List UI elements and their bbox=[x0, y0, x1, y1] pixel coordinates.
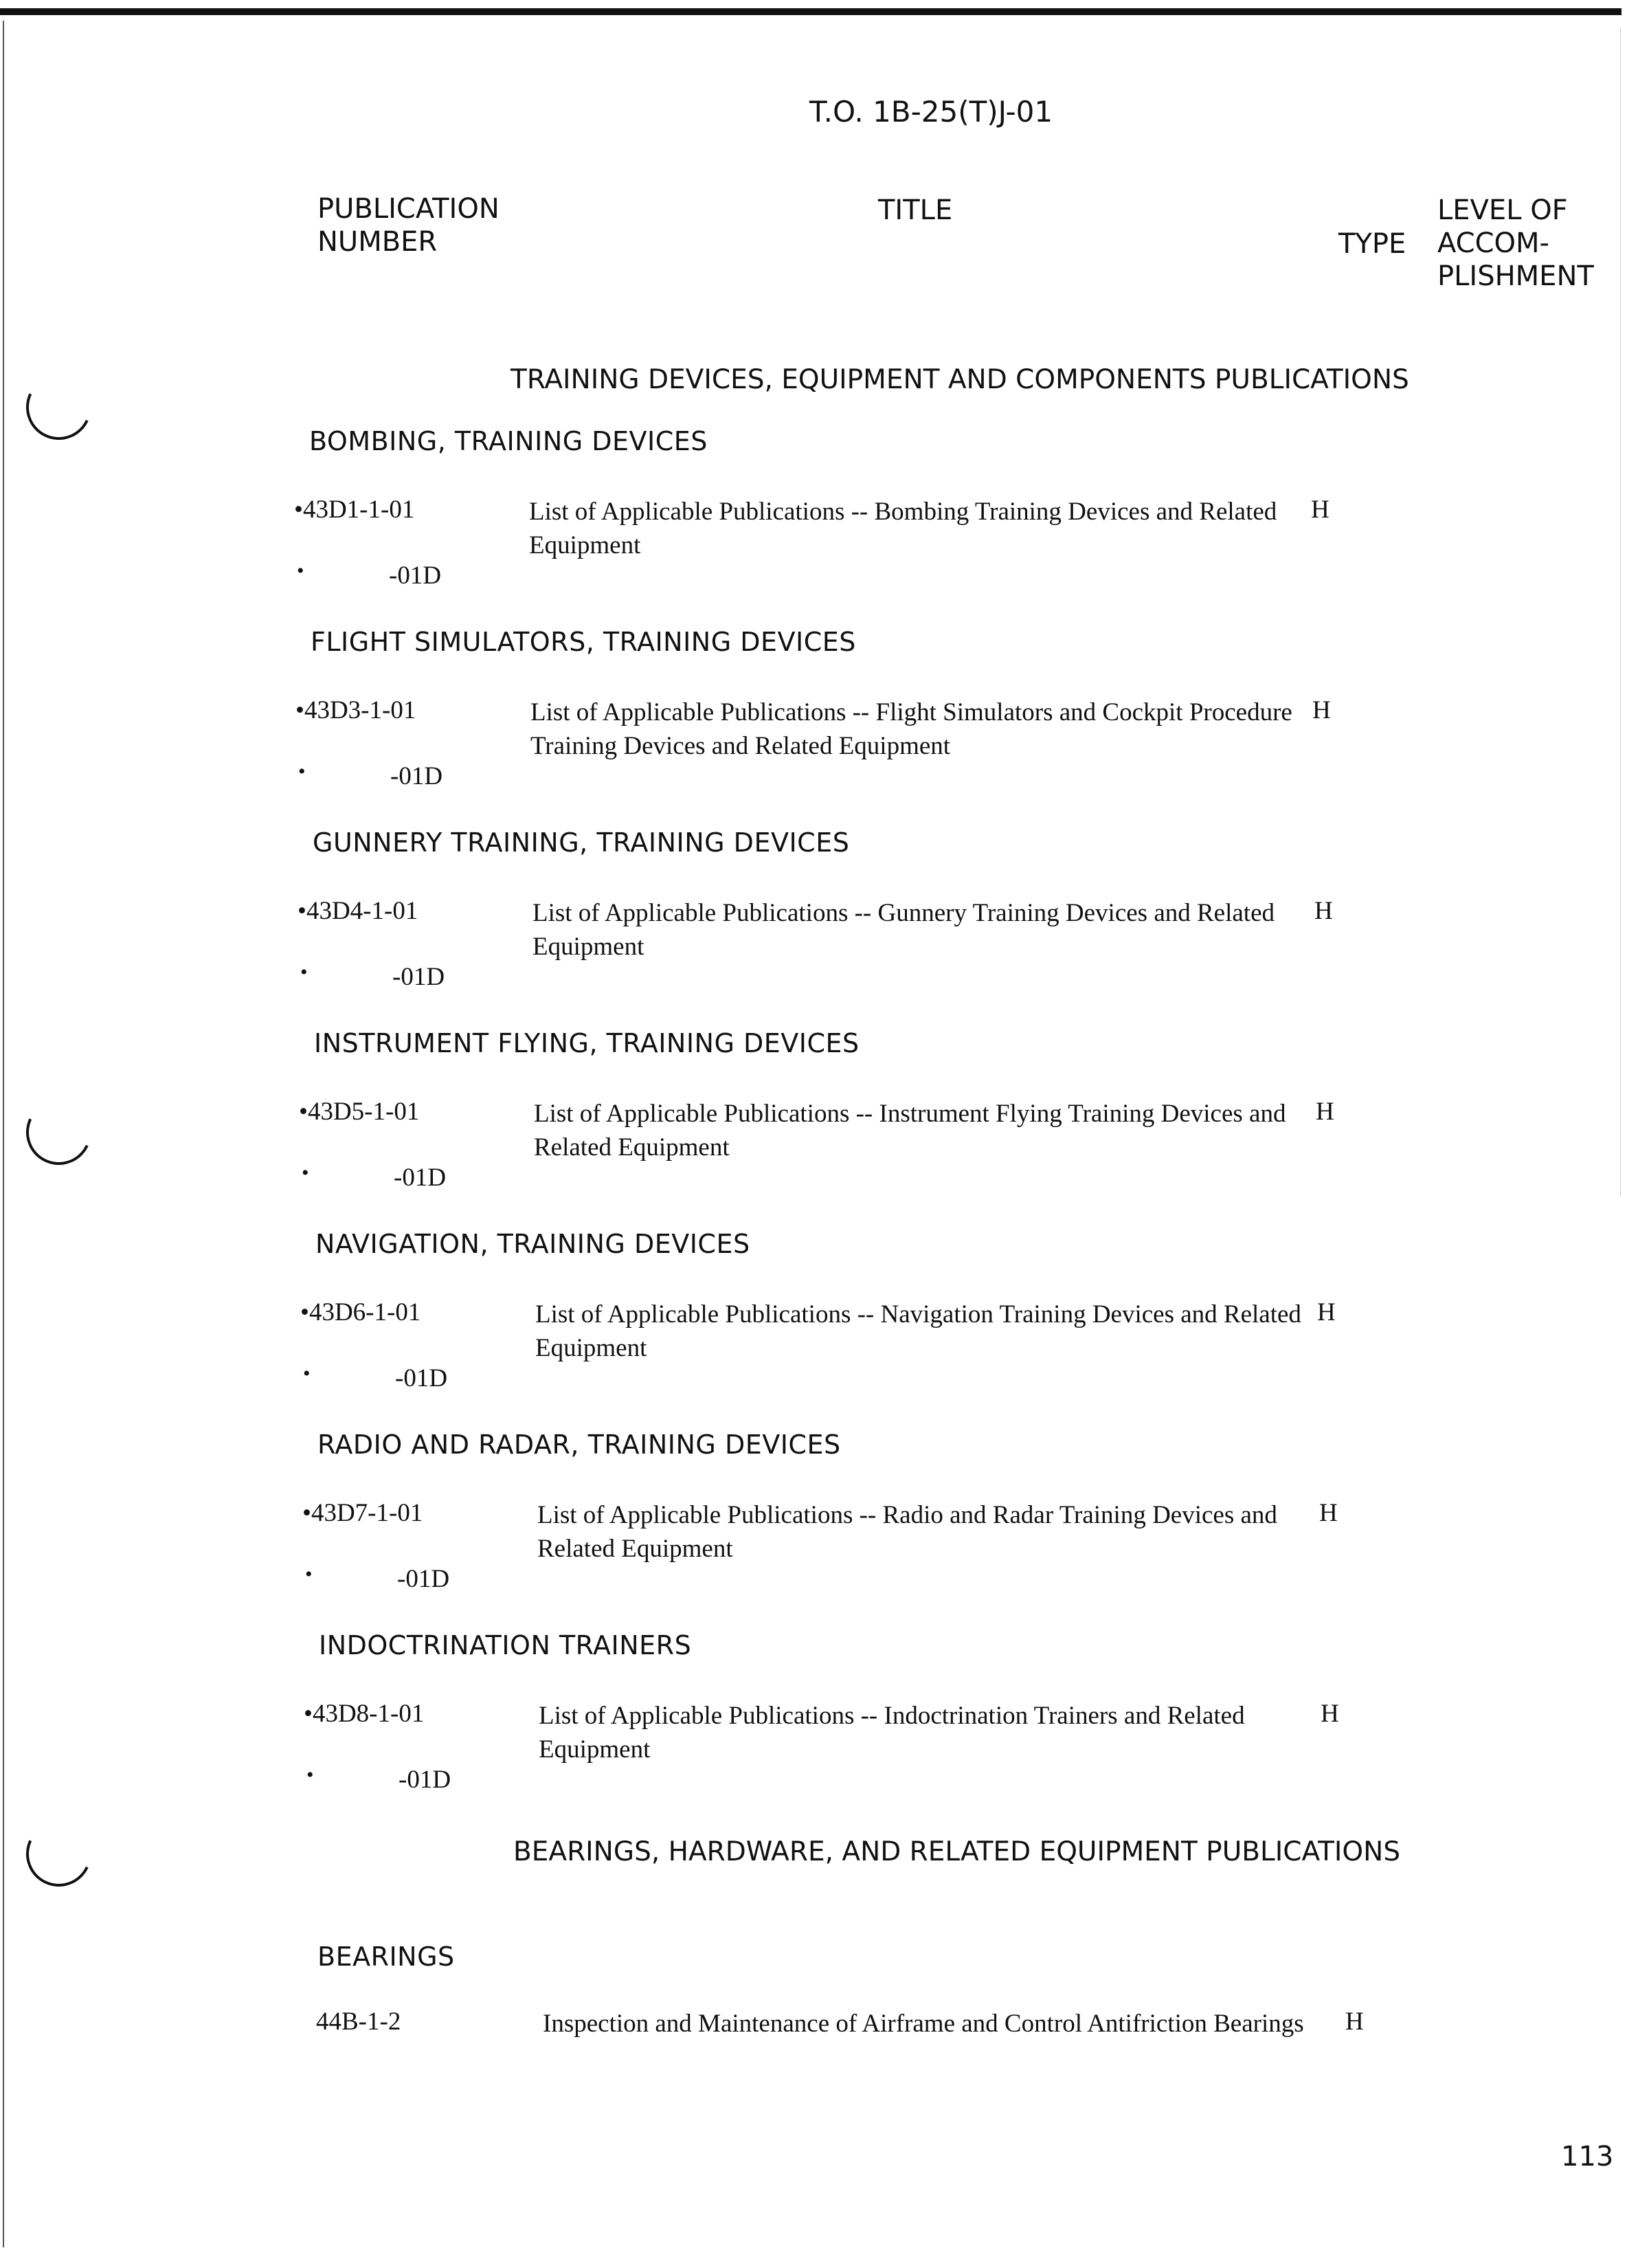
punch-hole bbox=[17, 366, 101, 449]
section-heading: INSTRUMENT FLYING, TRAINING DEVICES bbox=[314, 1028, 860, 1058]
publication-number: •43D4-1-01 bbox=[298, 897, 418, 925]
publication-title: List of Applicable Publications -- Gunnery Training Devices and Related Equipment bbox=[532, 899, 1275, 961]
publication-title: List of Applicable Publications -- Flight Simulators and Cockpit Procedure Training Devices and Related Equipment bbox=[530, 698, 1292, 760]
bullet-marker: • bbox=[297, 559, 304, 582]
major-section-heading: BEARINGS, HARDWARE, AND RELATED EQUIPMENT PUBLICATIONS bbox=[513, 1836, 1401, 1867]
publication-title: List of Applicable Publications -- Radio and Radar Training Devices and Related Equipment bbox=[537, 1501, 1277, 1563]
bullet-marker: • bbox=[300, 961, 308, 983]
binding-edge bbox=[3, 21, 4, 2247]
publication-type: H bbox=[1319, 1499, 1338, 1527]
section-heading: GUNNERY TRAINING, TRAINING DEVICES bbox=[313, 827, 850, 858]
bullet-marker: • bbox=[303, 1362, 311, 1385]
publication-number-suffix: -01D bbox=[392, 963, 445, 991]
publication-title: List of Applicable Publications -- Indoctrination Trainers and Related Equipment bbox=[539, 1702, 1245, 1764]
publication-number: •43D5-1-01 bbox=[299, 1098, 420, 1126]
column-header-type: TYPE bbox=[1338, 228, 1406, 260]
publication-type: H bbox=[1311, 496, 1330, 524]
section-heading: BOMBING, TRAINING DEVICES bbox=[309, 426, 708, 456]
publication-number: •43D6-1-01 bbox=[300, 1298, 421, 1326]
column-header-level-of-accomplishment: LEVEL OF ACCOM- PLISHMENT bbox=[1437, 194, 1594, 292]
section-heading: FLIGHT SIMULATORS, TRAINING DEVICES bbox=[311, 627, 856, 657]
section-heading: BEARINGS bbox=[317, 1942, 455, 1972]
page-number: 113 bbox=[1561, 2141, 1614, 2172]
publication-number-suffix: -01D bbox=[390, 762, 443, 790]
publication-type: H bbox=[1321, 1700, 1339, 1728]
right-edge bbox=[1620, 27, 1621, 1196]
publication-type: H bbox=[1312, 696, 1331, 724]
publication-type: H bbox=[1317, 1298, 1336, 1326]
publication-title: List of Applicable Publications -- Instrument Flying Training Devices and Related Equipment bbox=[534, 1100, 1286, 1161]
publication-number: •43D1-1-01 bbox=[294, 496, 415, 524]
publication-title: List of Applicable Publications -- Navigation Training Devices and Related Equipment bbox=[535, 1300, 1301, 1362]
publication-number-suffix: -01D bbox=[399, 1766, 451, 1794]
publication-number-suffix: -01D bbox=[394, 1164, 447, 1192]
bullet-marker: • bbox=[305, 1563, 313, 1586]
publication-number: •43D3-1-01 bbox=[295, 696, 416, 724]
publication-number: •43D8-1-01 bbox=[304, 1700, 425, 1728]
punch-hole bbox=[17, 1812, 101, 1896]
publication-number-suffix: -01D bbox=[397, 1565, 450, 1593]
publication-title: Inspection and Maintenance of Airframe and Control Antifriction Bearings bbox=[543, 2010, 1304, 2038]
publication-type: H bbox=[1345, 2008, 1364, 2036]
column-header-publication-number: PUBLICATION NUMBER bbox=[317, 193, 500, 258]
bullet-marker: • bbox=[306, 1764, 314, 1786]
column-header-title: TITLE bbox=[878, 194, 953, 226]
section-heading: RADIO AND RADAR, TRAINING DEVICES bbox=[317, 1430, 841, 1460]
bullet-marker: • bbox=[298, 760, 306, 783]
document-id: T.O. 1B-25(T)J-01 bbox=[809, 95, 1053, 129]
publication-type: H bbox=[1316, 1098, 1334, 1126]
publication-number-suffix: -01D bbox=[395, 1364, 448, 1392]
section-heading: INDOCTRINATION TRAINERS bbox=[319, 1630, 692, 1660]
section-heading: NAVIGATION, TRAINING DEVICES bbox=[315, 1229, 750, 1259]
publication-type: H bbox=[1314, 897, 1333, 925]
publication-title: List of Applicable Publications -- Bombing Training Devices and Related Equipment bbox=[529, 498, 1277, 559]
publication-number: •43D7-1-01 bbox=[302, 1499, 423, 1527]
bullet-marker: • bbox=[302, 1161, 309, 1184]
top-border bbox=[0, 8, 1622, 15]
punch-hole bbox=[17, 1091, 101, 1175]
major-section-heading: TRAINING DEVICES, EQUIPMENT AND COMPONENTS PUBLICATIONS bbox=[511, 364, 1409, 395]
publication-number: 44B-1-2 bbox=[316, 2008, 401, 2036]
publication-number-suffix: -01D bbox=[389, 562, 442, 590]
